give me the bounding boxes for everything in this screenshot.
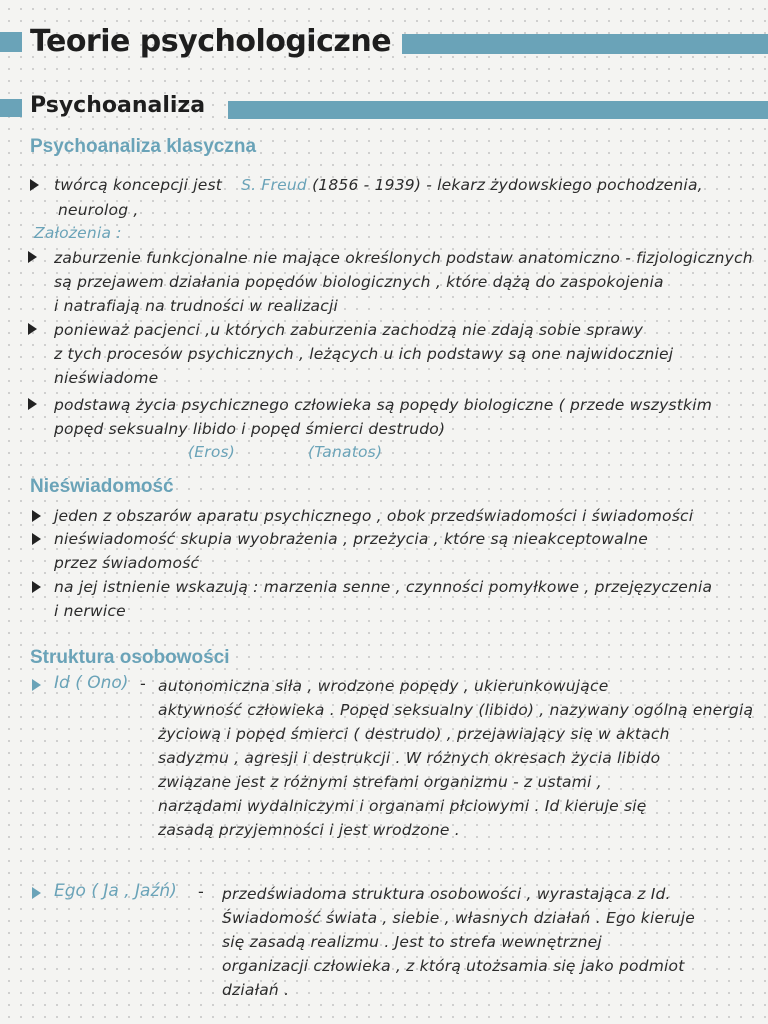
bullet-icon xyxy=(32,533,41,545)
heading-nieswiadomosc: Nieświadomość xyxy=(30,476,174,497)
bullet-icon xyxy=(32,581,41,593)
zalozenie-item-2: ponieważ pacjenci ,u których zaburzenia zachodzą nie zdają sobie sprawy z tych procesów psychicznych , leżących u ich podstawy są one najwidoczniej nieświadome xyxy=(54,321,674,387)
intro-text: twórcą koncepcji jest xyxy=(54,176,222,194)
nieswiadomosc-item-2: nieświadomość skupia wyobrażenia , przeżycia , które są nieakceptowalne przez świadomość xyxy=(54,530,649,572)
bullet-icon xyxy=(28,398,37,410)
zalozenie-item-1: zaburzenie funkcjonalne nie mające określonych podstaw anatomiczno - fizjologicznych są przejawem działania popędów biologicznych , które dążą do zaspokojenia i natrafiają na trudności w realizacji xyxy=(54,249,753,315)
heading-psychoanaliza-klasyczna: Psychoanaliza klasyczna xyxy=(30,136,257,157)
term-ego-dash: - xyxy=(198,882,204,901)
id-description: autonomiczna siła , wrodzone popędy , ukierunkowujące aktywność człowieka . Popęd seksualny (libido) , nazywany ogólną energią życiową i popęd śmierci ( destrudo) , przejawiający się w aktach sadyzmu , agresji i destrukcji . W różnych okresach życia libido związane jest z różnymi strefami organizmu - z ustami , narządami wydalniczymi i organami płciowymi . Id kieruje się zasadą przyjemności i jest wrodzone . xyxy=(158,677,754,839)
tanatos-label: (Tanatos) xyxy=(308,443,383,461)
term-ego: Ego ( Ja , Jaźń) xyxy=(54,881,177,901)
title-bar-right xyxy=(402,34,768,54)
section-bar-right xyxy=(228,101,768,119)
title-bar-left xyxy=(0,32,22,52)
bullet-icon xyxy=(28,323,37,335)
bullet-icon xyxy=(32,679,41,691)
heading-struktura-osobowosci: Struktura osobowości xyxy=(30,647,230,668)
section-bar-left xyxy=(0,99,22,117)
intro-line xyxy=(54,173,703,197)
ego-description: przedświadoma struktura osobowości , wyrastająca z Id. Świadomość świata , siebie , własnych działań . Ego kieruje się zasadą realizmu . Jest to strefa wewnętrznej organizacji człowieka , z którą utożsamia się jako podmiot działań . xyxy=(222,885,696,999)
bullet-icon xyxy=(30,179,39,191)
term-id-dash: - xyxy=(140,674,146,693)
bullet-icon xyxy=(32,887,41,899)
eros-label: (Eros) xyxy=(188,443,236,461)
author-name: S. Freud xyxy=(241,176,307,194)
bullet-icon xyxy=(28,251,37,263)
zalozenie-item-3: podstawą życia psychicznego człowieka są popędy biologiczne ( przede wszystkim popęd seksualny libido i popęd śmierci destrudo) xyxy=(54,396,712,438)
page-title: Teorie psychologiczne xyxy=(30,24,392,59)
zalozenia-label: Założenia : xyxy=(34,224,122,242)
nieswiadomosc-item-1: jeden z obszarów aparatu psychicznego , obok przedświadomości i świadomości xyxy=(54,507,694,525)
nieswiadomosc-item-3: na jej istnienie wskazują : marzenia senne , czynności pomyłkowe , przejęzyczenia i nerwice xyxy=(54,578,713,620)
section-title: Psychoanaliza xyxy=(30,93,206,118)
term-id: Id ( Ono) xyxy=(54,673,129,693)
intro-continuation: neurolog , xyxy=(58,201,139,219)
intro-dates: (1856 - 1939) - lekarz żydowskiego pochodzenia, xyxy=(312,176,703,194)
bullet-icon xyxy=(32,510,41,522)
